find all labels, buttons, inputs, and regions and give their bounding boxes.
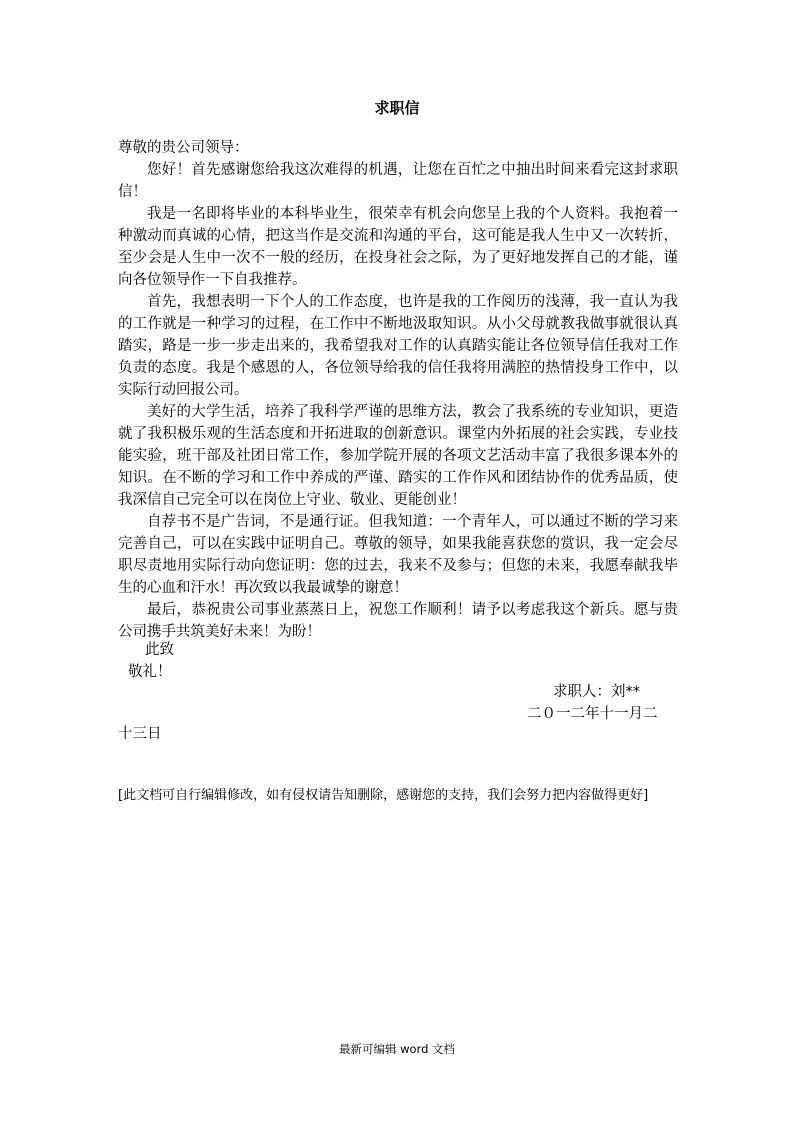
letter-paragraph-6: 最后，恭祝贵公司事业蒸蒸日上，祝您工作顺利！请予以考虑我这个新兵。愿与贵公司携手共筑美好未来！为盼！ — [118, 602, 678, 640]
letter-paragraph-1: 您好！首先感谢您给我这次难得的机遇，让您在百忙之中抽出时间来看完这封求职信！ — [118, 162, 678, 200]
letter-paragraph-3: 首先，我想表明一下个人的工作态度，也许是我的工作阅历的浅薄，我一直认为我的工作就是一种学习的过程，在工作中不断地汲取知识。从小父母就教我做事就很认真踏实，路是一步一步走出来的，我希望我对工作的认真踏实能让各位领导信任我对工作负责的态度。我是个感恩的人，各位领导给我的信任我将用满腔的热情投身工作中，以实际行动回报公司。 — [118, 294, 678, 398]
page-footer: 最新可编辑 word 文档 — [338, 1042, 456, 1056]
date-line-2: 十三日 — [118, 726, 162, 742]
date-line-1: 二０一二年十一月二 — [527, 706, 658, 722]
letter-body — [118, 137, 678, 643]
letter-paragraph-2: 我是一名即将毕业的本科毕业生，很荣幸有机会向您呈上我的个人资料。我抱着一种激动而真诚的心情，把这当作是交流和沟通的平台，这可能是我人生中又一次转折，至少会是人生中一次不一般的经历，在投身社会之际，为了更好地发挥自己的才能，谨向各位领导作一下自我推荐。 — [118, 206, 678, 288]
letter-paragraph-4: 美好的大学生活，培养了我科学严谨的思维方法，教会了我系统的专业知识，更造就了我积极乐观的生活态度和开拓进取的创新意识。课堂内外拓展的社会实践，专业技能实验，班干部及社团日常工作，参加学院开展的各项文艺活动丰富了我很多课本外的知识。在不断的学习和工作中养成的严谨、踏实的工作作风和团结协作的优秀品质，使我深信自己完全可以在岗位上守业、敬业、更能创业！ — [118, 404, 678, 508]
closing-line-1: 此致 — [145, 642, 174, 658]
signer-name: 求职人：刘** — [553, 684, 640, 700]
letter-greeting: 尊敬的贵公司领导： — [118, 140, 249, 156]
closing-line-2: 敬礼！ — [128, 664, 172, 680]
edit-note: [此文档可自行编辑修改，如有侵权请告知删除，感谢您的支持，我们会努力把内容做得更好] — [118, 788, 649, 803]
letter-paragraph-5: 自荐书不是广告词，不是通行证。但我知道：一个青年人，可以通过不断的学习来完善自己，可以在实践中证明自己。尊敬的领导，如果我能喜获您的赏识，我一定会尽职尽责地用实际行动向您证明：您的过去，我来不及参与；但您的未来，我愿奉献我毕生的心血和汗水！再次致以我最诚挚的谢意！ — [118, 514, 678, 596]
letter-title: 求职信 — [374, 99, 420, 117]
